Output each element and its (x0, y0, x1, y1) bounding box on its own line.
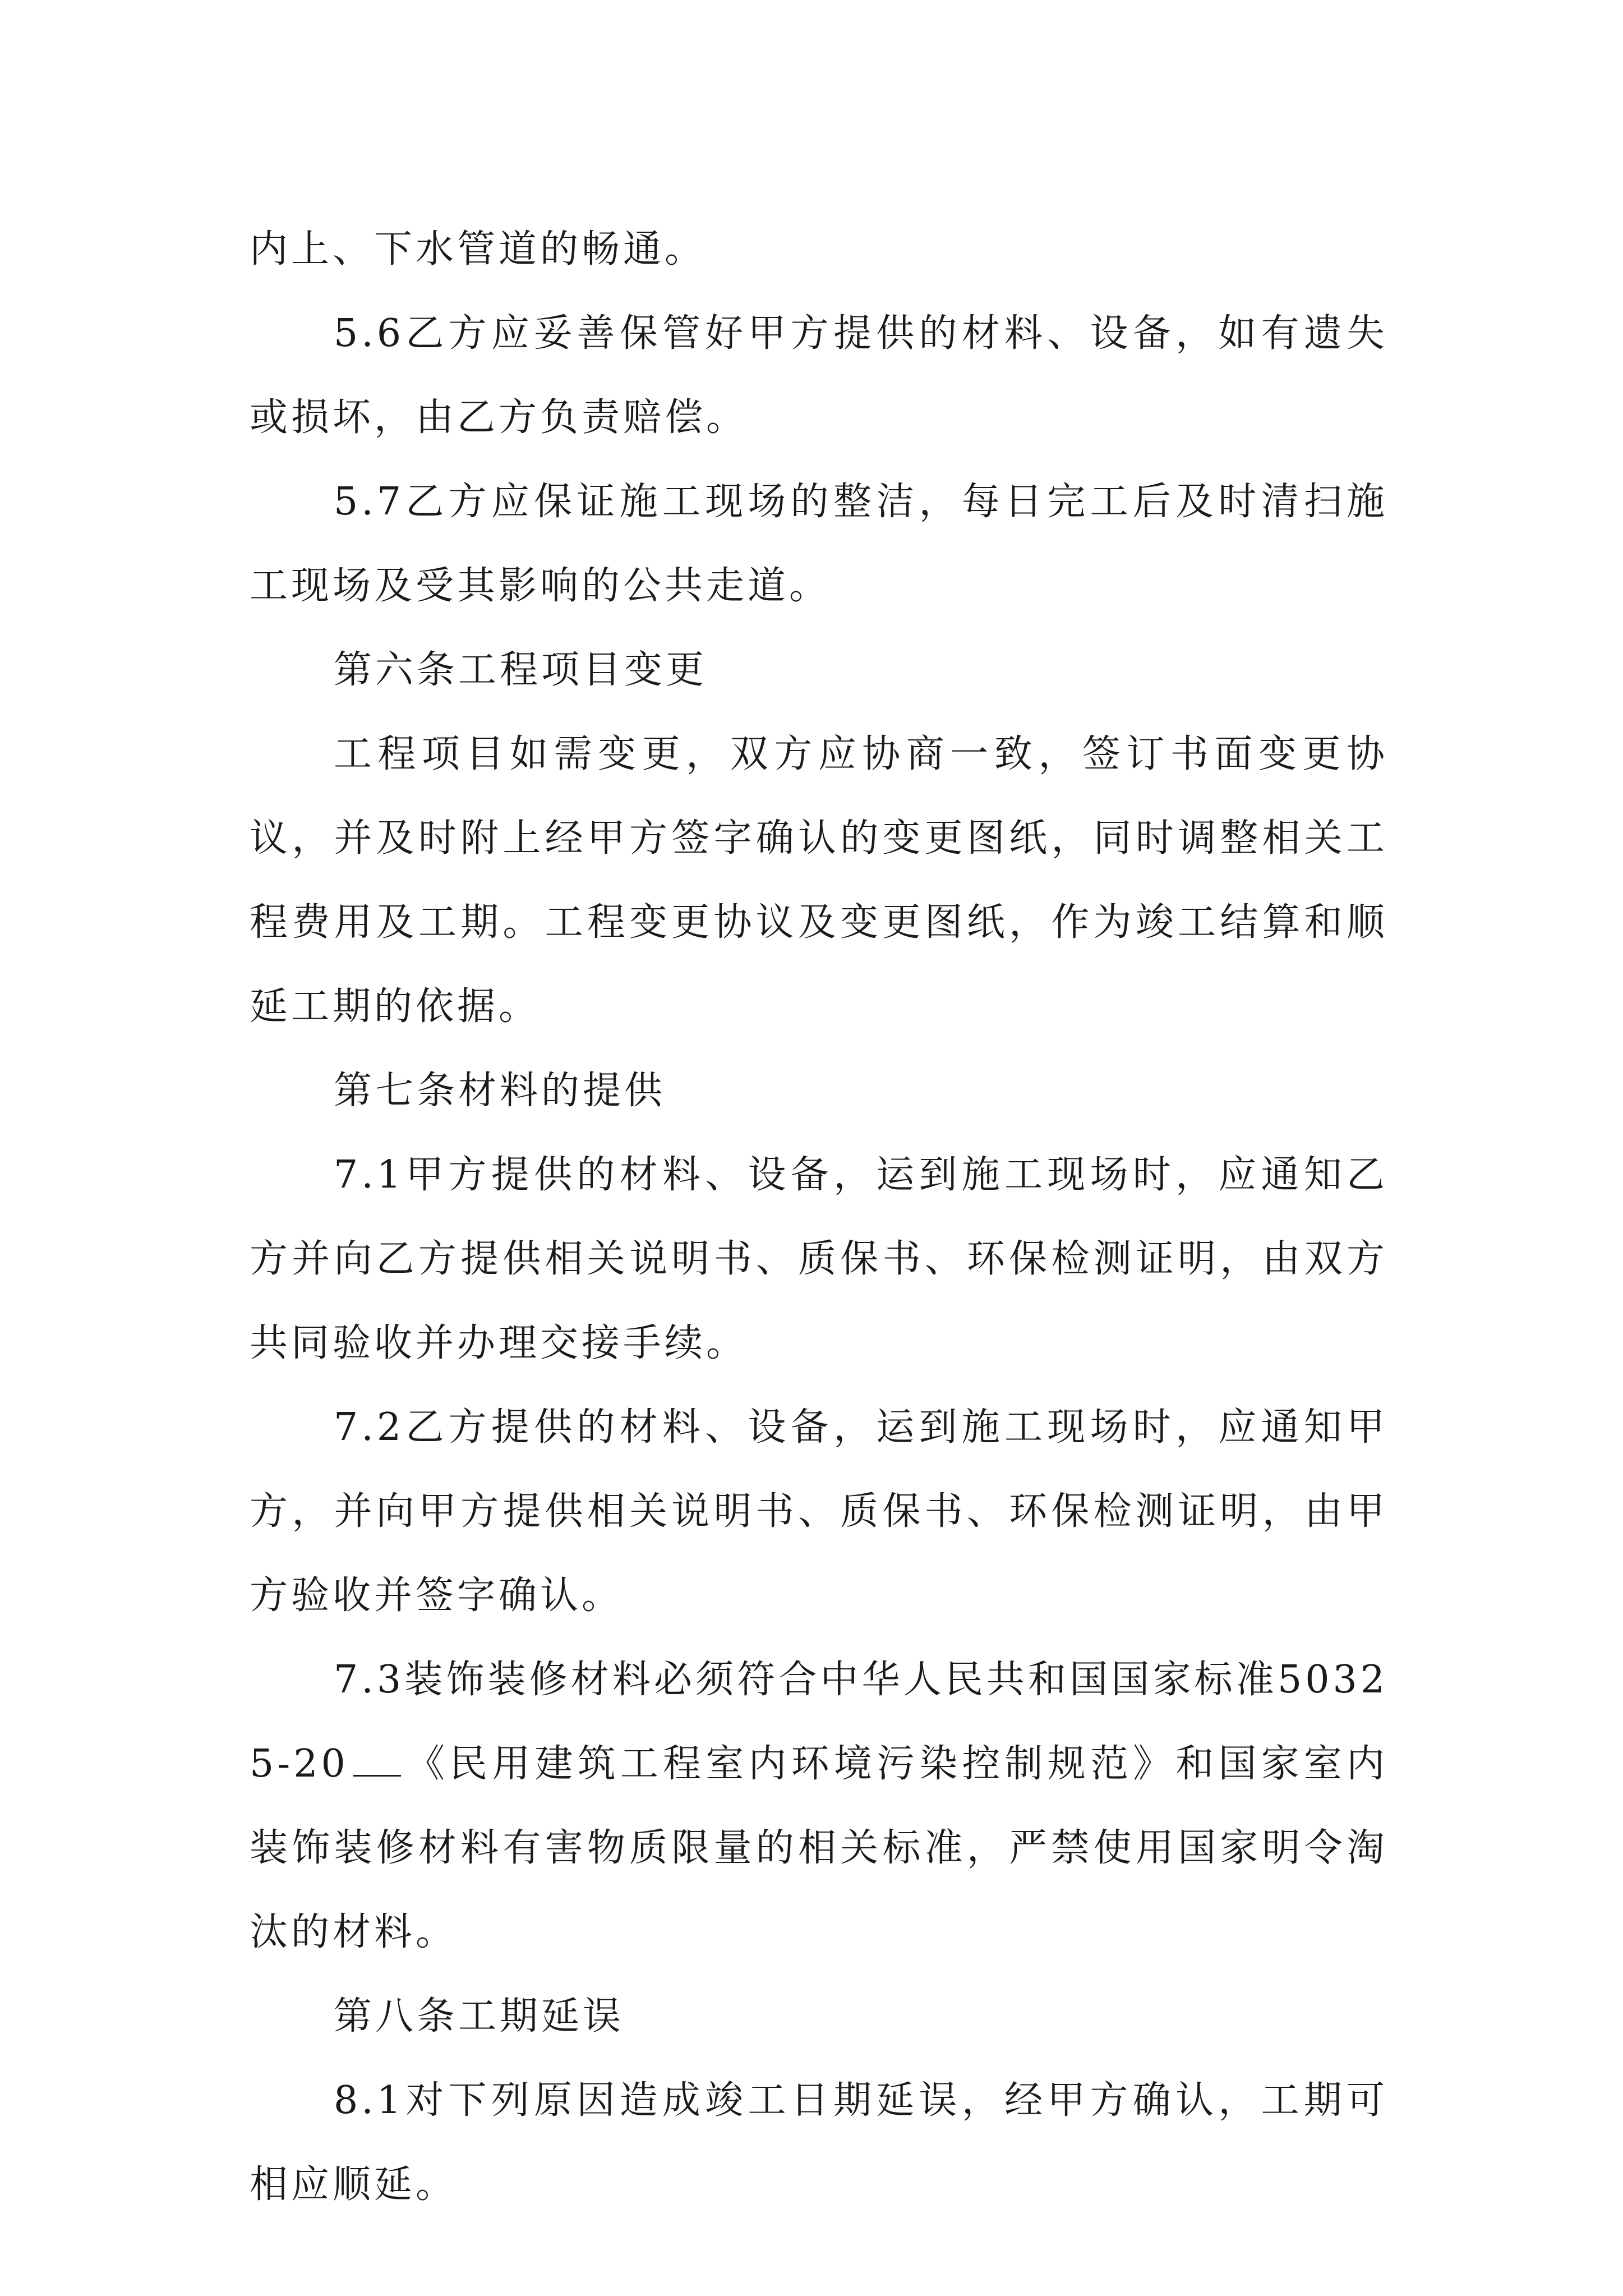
article-6-body: 工程项目如需变更，双方应协商一致，签订书面变更协议，并及时附上经甲方签字确认的变更图纸，同时调整相关工程费用及工期。工程变更协议及变更图纸，作为竣工结算和顺延工期的依据。 (250, 732, 1388, 1029)
clause-7-2: 7.2乙方提供的材料、设备，运到施工现场时，应通知甲方，并向甲方提供相关说明书、质保书、环保检测证明，由甲方验收并签字确认。 (250, 1405, 1388, 1618)
article-7-heading: 第七条材料的提供 (334, 1069, 666, 1113)
article-6-heading: 第六条工程项目变更 (334, 648, 708, 692)
clause-5-7: 5.7乙方应保证施工现场的整洁，每日完工后及时清扫施工现场及受其影响的公共走道。 (250, 480, 1388, 608)
paragraph-continuation: 内上、下水管道的畅通。 (250, 227, 707, 272)
clause-7-3-part-a: 7.3装饰装修材料必须符合中华人民共和国国家标准50325-20 (250, 1658, 1388, 1786)
clause-7-1: 7.1甲方提供的材料、设备，运到施工现场时，应通知乙方并向乙方提供相关说明书、质保书、环保检测证明，由双方共同验收并办理交接手续。 (250, 1153, 1388, 1365)
blank-underline (353, 1773, 401, 1777)
clause-5-6: 5.6乙方应妥善保管好甲方提供的材料、设备，如有遗失或损坏，由乙方负责赔偿。 (250, 311, 1388, 440)
clause-7-3 (250, 1638, 1388, 1975)
clause-8-1: 8.1对下列原因造成竣工日期延误，经甲方确认，工期可相应顺延。 (250, 2078, 1388, 2207)
clause-7-3-part-b: 《民用建筑工程室内环境污染控制规范》和国家室内装饰装修材料有害物质限量的相关标准，严禁使用国家明令淘汰的材料。 (250, 1742, 1388, 1954)
document-body (250, 208, 1388, 2227)
article-8-heading: 第八条工期延误 (334, 1994, 625, 2039)
